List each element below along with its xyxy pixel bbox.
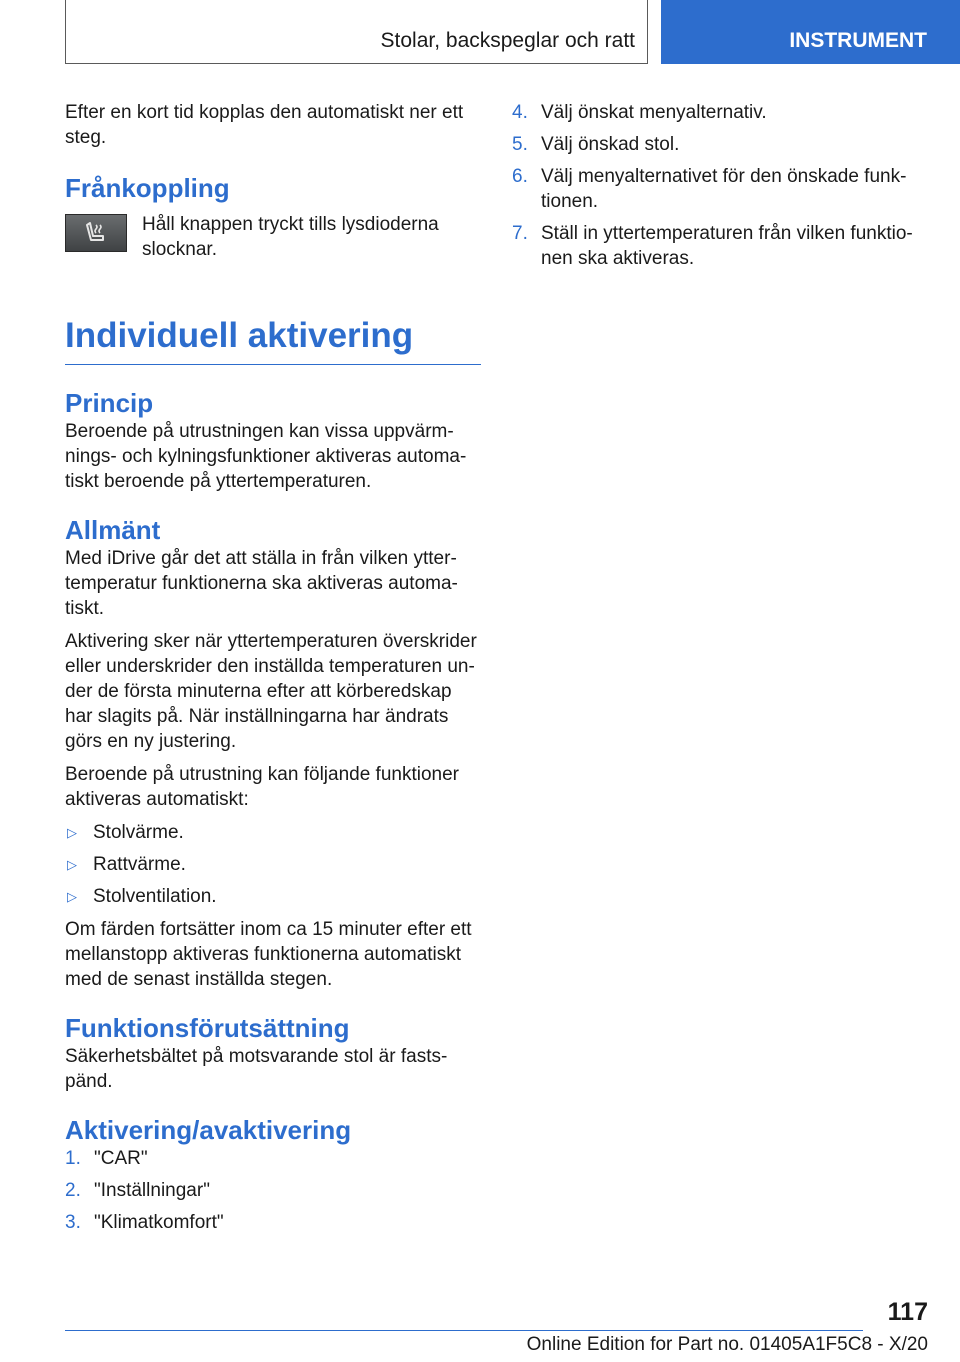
allmant-paragraph-3: Beroende på utrustning kan följande funktioner aktiveras automatiskt: [65, 764, 459, 810]
left-column [65, 100, 481, 1242]
list-item: ▷ Stolventilation. [67, 886, 217, 907]
princip-text: Beroende på utrustningen kan vissa uppvärmnings- och kylningsfunktioner aktiveras automatiskt beroende på yttertemperaturen. [65, 421, 467, 492]
triangle-bullet-icon: ▷ [67, 857, 77, 872]
funktion-text: Säkerhetsbältet på motsvarande stol är fastspänd. [65, 1046, 448, 1092]
allmant-paragraph-1: Med iDrive går det att ställa in från vilken yttertemperatur funktionerna ska aktiveras automatiskt. [65, 548, 458, 619]
triangle-bullet-icon: ▷ [67, 889, 77, 904]
function-list [65, 820, 481, 909]
list-item: ▷ Stolvärme. [67, 822, 184, 843]
step-item: 3. "Klimatkomfort" [65, 1212, 224, 1233]
step-item: 5. Välj önskad stol. [512, 134, 680, 155]
right-column [512, 100, 922, 278]
frankoppling-text: Håll knappen tryckt tills lysdioderna slocknar. [142, 214, 439, 260]
allmant-paragraph-4: Om färden fortsätter inom ca 15 minuter efter ett mellanstopp aktiveras funktionerna automatiskt med de senast inställda stegen. [65, 919, 472, 990]
intro-paragraph: Efter en kort tid kopplas den automatiskt ner ett steg. [65, 102, 464, 148]
seat-heating-button-icon [65, 214, 127, 252]
page-number: 117 [887, 1298, 928, 1326]
step-item: 1. "CAR" [65, 1148, 148, 1169]
heading-aktivering: Aktivering/avaktivering [65, 1115, 352, 1145]
steps-list-right [512, 100, 922, 271]
list-item: ▷ Rattvärme. [67, 854, 186, 875]
step-item: 4. Välj önskat menyalternativ. [512, 102, 767, 123]
heading-individuell-aktivering: Individuell aktivering [65, 316, 414, 355]
footer-edition: Online Edition for Part no. 01405A1F5C8 - X/20 [526, 1334, 928, 1355]
triangle-bullet-icon: ▷ [67, 825, 77, 840]
steps-list-left [65, 1146, 481, 1235]
header-chapter-tab[interactable]: INSTRUMENT [661, 0, 960, 64]
heading-allmant: Allmänt [65, 515, 161, 545]
footer-divider [65, 1330, 863, 1331]
heading-princip: Princip [65, 388, 154, 418]
step-item: 7. Ställ in yttertemperaturen från vilken funktionen ska aktiveras. [512, 223, 913, 269]
section-title-rule [65, 314, 481, 365]
header-section-title: Stolar, backspeglar och ratt [65, 0, 648, 64]
allmant-paragraph-2: Aktivering sker när yttertemperaturen överskrider eller underskrider den inställda temperaturen under de första minuterna efter att körberedskap har slagits på. När inställningarna har ändrats görs en ny justering. [65, 631, 477, 752]
step-item: 2. "Inställningar" [65, 1180, 210, 1201]
step-item: 6. Välj menyalternativet för den önskade funktionen. [512, 166, 907, 212]
frankoppling-row [65, 212, 481, 262]
heading-frankoppling: Frånkoppling [65, 173, 230, 203]
heading-funktionsforutsattning: Funktionsförutsättning [65, 1013, 350, 1043]
